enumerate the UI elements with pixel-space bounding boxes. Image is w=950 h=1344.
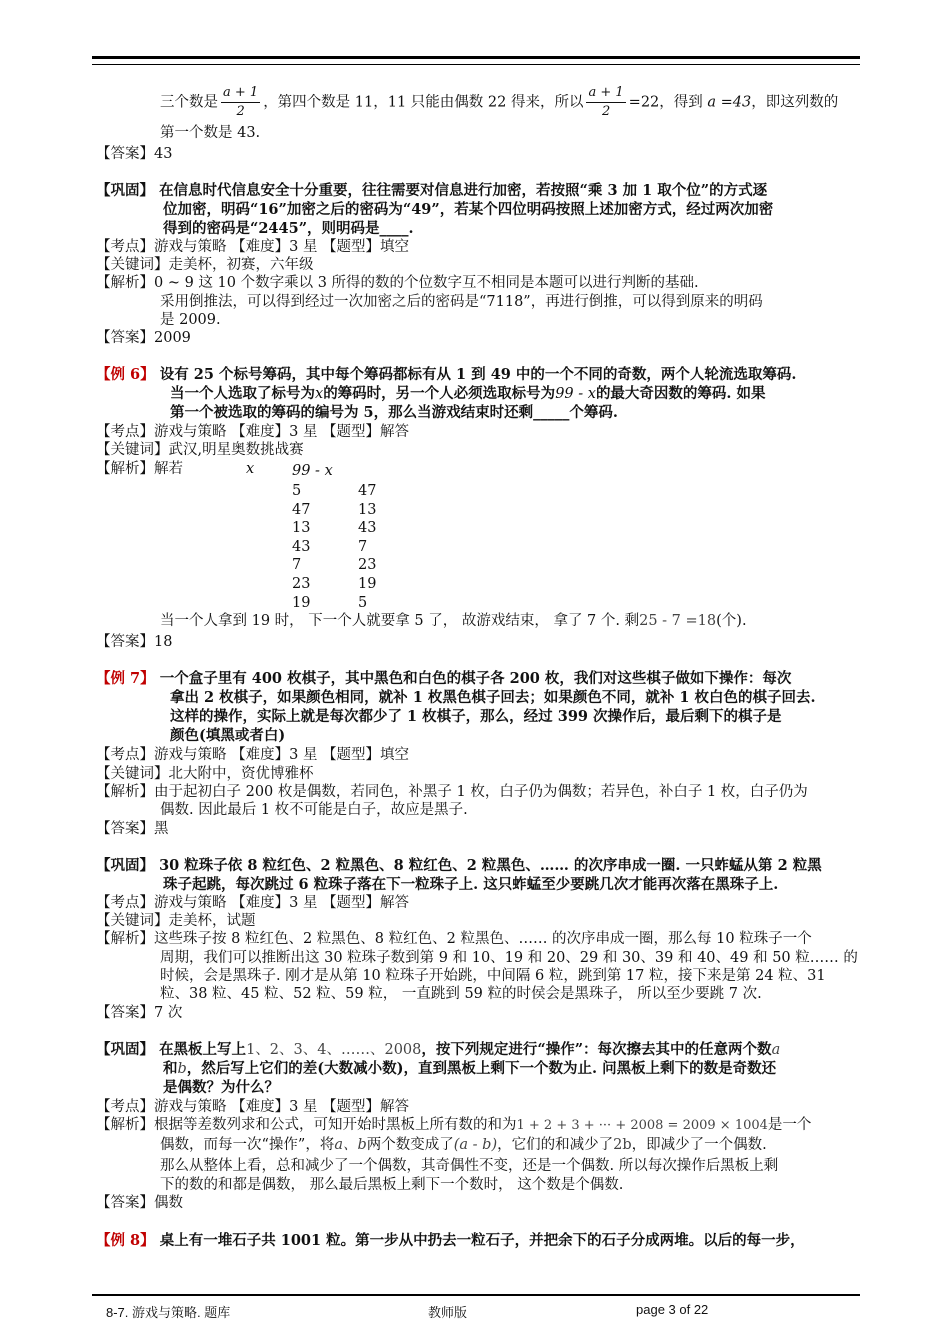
gonggu2-q1: 【巩固】 30 粒珠子依 8 粒红色、2 粒黑色、8 粒红色、2 粒黑色、…… 的次序串成一圈. 一只蚱蜢从第 2 粒黑 [96, 857, 822, 874]
col-y-cell: 43 [358, 520, 377, 537]
gonggu2-answer: 【答案】7 次 [96, 1005, 183, 1021]
ex7-q2: 拿出 2 枚棋子，如果颜色相同，就补 1 枚黑色棋子回去；如果颜色不同，就补 1 枚白色的棋子回去. [170, 689, 816, 706]
gonggu1-q2: 位加密，明码“16”加密之后的密码为“49”，若某个四位明码按照上述加密方式，经过两次加密 [163, 201, 774, 218]
ex6-keywords: 【关键词】武汉,明星奥数挑战赛 [96, 442, 304, 458]
col-y-cell: 19 [358, 576, 377, 592]
gonggu2-keywords: 【关键词】走美杯，试题 [96, 913, 256, 929]
gonggu3-q1: 【巩固】 在黑板上写上1、2、3、4、……、2008，按下列规定进行“操作”：每次擦去其中的任意两个数a [96, 1041, 781, 1058]
example-tag: 【例 7】 [96, 670, 155, 687]
col-x-cell: 7 [292, 557, 302, 574]
ex6-conclusion: 当一个人拿到 19 时， 下一个人就要拿 5 了， 故游戏结束， 拿了 7 个. 剩25 - 7 =18(个). [160, 613, 747, 629]
ex6-exp-tag: 【解析】解若 [96, 461, 183, 477]
math: a =43 [707, 94, 752, 111]
ex7-meta: 【考点】游戏与策略 【难度】3 星 【题型】填空 [96, 747, 410, 763]
col-y-cell: 7 [358, 538, 368, 555]
header-rule-thin [92, 64, 860, 65]
footer-left: 8-7. 游戏与策略. 题库 [106, 1305, 231, 1320]
gonggu2-exp3: 时候，会是黑珠子. 刚才是从第 10 粒珠子开始跳，中间隔 6 粒，跳到第 17 粒，接下来是第 24 粒、31 [160, 968, 826, 984]
example-tag: 【例 8】 [96, 1232, 155, 1249]
footer-rule [92, 1294, 860, 1296]
gonggu2-exp4: 粒、38 粒、45 粒、52 粒、59 粒， 一直跳到 59 粒的时侯会是黑珠子， 所以至少要跳 7 次. [160, 986, 762, 1002]
col-x-cell: 19 [292, 594, 311, 611]
gonggu1-keywords: 【关键词】走美杯，初赛，六年级 [96, 257, 314, 273]
gonggu1-exp2: 采用倒推法，可以得到经过一次加密之后的密码是“7118”，再进行倒推，可以得到原来的明码 [160, 294, 763, 310]
gonggu1-answer: 【答案】2009 [96, 330, 191, 346]
ex8-q1: 【例 8】 桌上有一堆石子共 1001 粒。第一步从中扔去一粒石子，并把余下的石子分成两堆。以后的每一步， [96, 1232, 805, 1249]
col-y-cell: 13 [358, 501, 377, 518]
example-tag: 【例 6】 [96, 366, 155, 383]
text: =22，得到 [628, 94, 703, 111]
gonggu3-q2: 和b，然后写上它们的差(大数减小数)，直到黑板上剩下一个数为止. 问黑板上剩下的数是奇数还 [163, 1060, 777, 1077]
col-x-cell: 5 [292, 483, 302, 499]
col-y-cell: 47 [358, 483, 377, 499]
gonggu2-meta: 【考点】游戏与策略 【难度】3 星 【题型】解答 [96, 895, 410, 911]
gonggu3-meta: 【考点】游戏与策略 【难度】3 星 【题型】解答 [96, 1099, 410, 1115]
ex7-answer: 【答案】黑 [96, 821, 169, 837]
text: ，即这列数的 [751, 94, 839, 111]
ex7-q4: 颜色(填黑或者白) [170, 727, 286, 744]
gonggu3-exp2: 偶数，而每一次“操作”，将a、b两个数变成了(a - b)，它们的和减少了2b，即减少了一个偶数. [160, 1137, 767, 1153]
col-y-cell: 23 [358, 557, 377, 574]
ex7-keywords: 【关键词】北大附中，资优博雅杯 [96, 766, 314, 782]
gonggu1-meta: 【考点】游戏与策略 【难度】3 星 【题型】填空 [96, 239, 410, 255]
gonggu3-exp4: 下的数的和都是偶数， 那么最后黑板上剩下一个数时， 这个数是个偶数. [160, 1177, 624, 1193]
footer-center: 教师版 [428, 1305, 468, 1320]
ex6-meta: 【考点】游戏与策略 【难度】3 星 【题型】解答 [96, 424, 410, 440]
text: ，第四个数是 11，11 只能由偶数 22 得来，所以 [263, 94, 584, 111]
gonggu1-exp1: 【解析】0 ~ 9 这 10 个数字乘以 3 所得的数的个位数字互不相同是本题可以进行判断的基础. [96, 275, 699, 291]
footer-page: page 3 of 22 [636, 1302, 709, 1317]
continuation-line-2: 第一个数是 43. [160, 125, 261, 141]
text: 三个数是 [160, 94, 218, 111]
ex7-q1: 【例 7】 一个盒子里有 400 枚棋子，其中黑色和白色的棋子各 200 枚，我们对这些棋子做如下操作：每次 [96, 670, 792, 687]
ex6-q1: 【例 6】 设有 25 个标号筹码，其中每个筹码都标有从 1 到 49 中的一个不同的奇数，两个人轮流选取筹码. [96, 366, 797, 383]
col-x-cell: 13 [292, 520, 311, 537]
gonggu2-exp2: 周期，我们可以推断出这 30 粒珠子数到第 9 和 10、19 和 20、29 和 30、39 和 40、49 和 50 粒…… 的 [160, 950, 858, 966]
gonggu1-q1: 【巩固】 在信息时代信息安全十分重要，往往需要对信息进行加密，若按照“乘 3 加 1 取个位”的方式逐 [96, 182, 768, 199]
gonggu3-exp3: 那么从整体上看，总和减少了一个偶数，其奇偶性不变，还是一个偶数. 所以每次操作后黑板上剩 [160, 1158, 779, 1174]
header-rule-thick [92, 56, 860, 59]
fraction: $\frac{a + 1}{2}$ [223, 85, 259, 119]
col-x-cell: 43 [292, 538, 311, 555]
ex7-exp2: 偶数. 因此最后 1 枚不可能是白子，故应是黑子. [160, 802, 468, 818]
col-x-cell: 23 [292, 576, 311, 592]
gonggu3-exp1: 【解析】根据等差数列求和公式，可知开始时黑板上所有数的和为1 + 2 + 3 + ··· + 2008 = 2009 × 1004是一个 [96, 1117, 812, 1133]
fraction-2: $\frac{a + 1}{2}$ [588, 85, 624, 119]
gonggu2-q2: 珠子起跳，每次跳过 6 粒珠子落在下一粒珠子上. 这只蚱蜢至少要跳几次才能再次落在黑珠子上. [163, 876, 779, 893]
gonggu1-q3: 得到的密码是“2445”，则明码是____. [163, 220, 414, 237]
col-x-header: x [246, 461, 255, 477]
gonggu3-answer: 【答案】偶数 [96, 1195, 183, 1211]
gonggu2-exp1: 【解析】这些珠子按 8 粒红色、2 粒黑色、8 粒红色、2 粒黑色、…… 的次序串成一圈，那么每 10 粒珠子一个 [96, 931, 812, 947]
ex7-q3: 这样的操作，实际上就是每次都少了 1 枚棋子，那么，经过 399 次操作后，最后剩下的棋子是 [170, 708, 782, 725]
ex7-exp1: 【解析】由于起初白子 200 枚是偶数，若同色，补黑子 1 枚，白子仍为偶数；若异色，补白子 1 枚，白子仍为 [96, 784, 808, 800]
col-x-cell: 47 [292, 501, 311, 518]
ex6-q3: 第一个被选取的筹码的编号为 5，那么当游戏结束时还剩_____个筹码. [170, 404, 618, 421]
col-y-cell: 5 [358, 594, 368, 611]
gonggu3-q3: 是偶数？为什么？ [163, 1079, 279, 1096]
gonggu1-exp3: 是 2009. [160, 312, 221, 328]
col-y-header: 99 - x [292, 463, 333, 479]
ex6-q2: 当一个人选取了标号为x的筹码时，另一个人必须选取标号为99 - x的最大奇因数的筹码. 如果 [170, 385, 766, 402]
ex6-answer: 【答案】18 [96, 634, 173, 650]
answer-line: 【答案】43 [96, 146, 173, 162]
continuation-line-1 [160, 84, 838, 121]
